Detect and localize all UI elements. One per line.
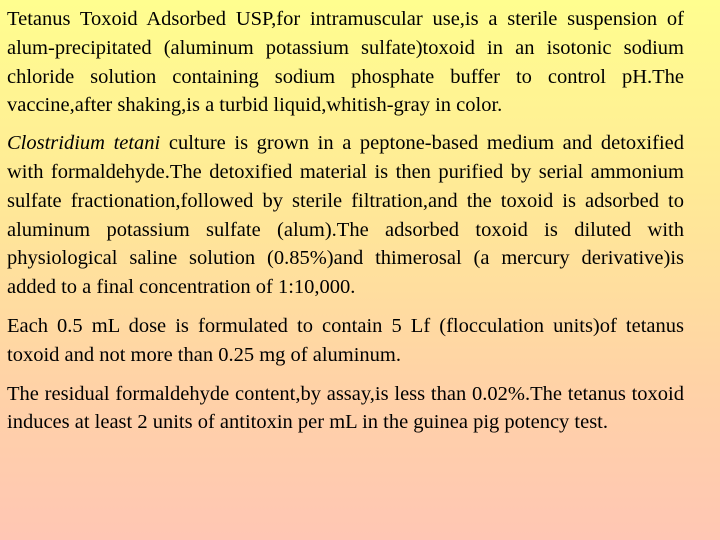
- paragraph-manufacturing-text: culture is grown in a peptone-based medium and detoxified with formaldehyde.The detoxified material is then purified by serial ammonium sulfate fractionation,followed by sterile filtration,and the toxoid is adsorbed to aluminum potassium sulfate (alum).The adsorbed toxoid is diluted with physiological saline solution (0.85%)and thimerosal (a mercury derivative)is added to a final concentration of 1:10,000.: [7, 132, 684, 299]
- organism-name: Clostridium tetani: [7, 132, 161, 155]
- paragraph-potency-test: The residual formaldehyde content,by assay,is less than 0.02%.The tetanus toxoid induces at least 2 units of antitoxin per mL in the guinea pig potency test.: [7, 382, 684, 434]
- paragraph-product-description: Tetanus Toxoid Adsorbed USP,for intramuscular use,is a sterile suspension of alum-precipitated (aluminum potassium sulfate)toxoid in an isotonic sodium chloride solution containing sodium phosphate buffer to control pH.The vaccine,after shaking,is a turbid liquid,whitish-gray in color.: [7, 8, 684, 117]
- paragraph-dose-formulation: Each 0.5 mL dose is formulated to contain 5 Lf (flocculation units)of tetanus toxoid and not more than 0.25 mg of aluminum.: [7, 314, 684, 366]
- paragraph-manufacturing-process: [7, 129, 684, 302]
